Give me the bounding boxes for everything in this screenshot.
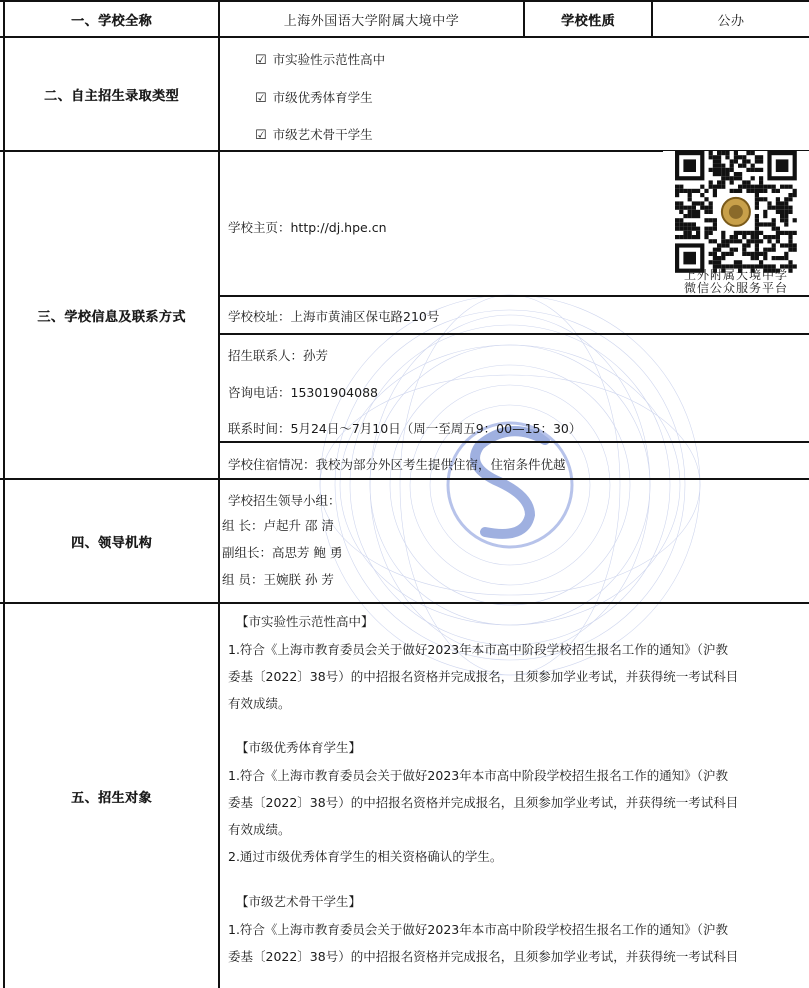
school-nature-value: 公办 xyxy=(717,13,745,29)
qr-code xyxy=(663,151,809,295)
paragraph-line: 有效成绩。 xyxy=(228,822,291,837)
checkbox-checked-icon: ☑ xyxy=(255,128,267,143)
leadership-members: 组 员：王婉朕 孙 芳 xyxy=(222,572,334,587)
checkbox-checked-icon: ☑ xyxy=(255,53,267,68)
paragraph-line: 1.符合《上海市教育委员会关于做好2023年本市高中阶段学校招生报名工作的通知》（沪教 xyxy=(228,922,728,937)
paragraph-line: 委基〔2022〕38号）的中招报名资格并完成报名，且须参加学业考试，并获得统一考试科目 xyxy=(228,795,739,810)
row-label-leadership: 四、领导机构 xyxy=(70,535,152,551)
row-label-admission-type: 二、自主招生录取类型 xyxy=(43,88,179,104)
leadership-group-title: 学校招生领导小组： xyxy=(228,493,341,508)
phone-text: 咨询电话：15301904088 xyxy=(228,385,378,400)
row-label-school-name: 一、学校全称 xyxy=(70,13,152,29)
qr-code-icon xyxy=(663,151,809,273)
school-name-value: 上海外国语大学附属大境中学 xyxy=(283,13,460,29)
lodging-text: 学校住宿情况：我校为部分外区考生提供住宿，住宿条件优越 xyxy=(228,457,566,472)
section-title: 【市实验性示范性高中】 xyxy=(236,614,374,629)
contact-hours-text: 联系时间：5月24日～7月10日（周一至周五9：00—15：30） xyxy=(228,421,582,436)
admission-type-item: ☑ 市级优秀体育学生 xyxy=(255,90,373,106)
leadership-vice-leader: 副组长：高思芳 鲍 勇 xyxy=(222,545,343,560)
homepage-text: 学校主页：http://dj.hpe.cn xyxy=(228,220,387,235)
section-title: 【市级艺术骨干学生】 xyxy=(236,894,362,909)
checkbox-checked-icon: ☑ xyxy=(255,91,267,106)
paragraph-line: 有效成绩。 xyxy=(228,696,291,711)
address-text: 学校校址：上海市黄浦区保屯路210号 xyxy=(228,309,440,324)
paragraph-line: 1.符合《上海市教育委员会关于做好2023年本市高中阶段学校招生报名工作的通知》（沪教 xyxy=(228,642,728,657)
paragraph-line: 2.通过市级优秀体育学生的相关资格确认的学生。 xyxy=(228,849,503,864)
admission-type-item: ☑ 市级艺术骨干学生 xyxy=(255,127,373,143)
contact-person-text: 招生联系人：孙芳 xyxy=(228,348,329,363)
qr-caption: 上外附属大境中学 微信公众服务平台 xyxy=(683,268,788,295)
admission-type-item: ☑ 市实验性示范性高中 xyxy=(255,52,386,68)
leadership-leader: 组 长：卢起升 邵 清 xyxy=(222,518,334,533)
row-label-contact-info: 三、学校信息及联系方式 xyxy=(37,309,186,325)
paragraph-line: 委基〔2022〕38号）的中招报名资格并完成报名，且须参加学业考试，并获得统一考试科目 xyxy=(228,669,739,684)
paragraph-line: 委基〔2022〕38号）的中招报名资格并完成报名，且须参加学业考试，并获得统一考试科目 xyxy=(228,949,739,964)
school-nature-label: 学校性质 xyxy=(560,13,615,29)
paragraph-line: 1.符合《上海市教育委员会关于做好2023年本市高中阶段学校招生报名工作的通知》（沪教 xyxy=(228,768,728,783)
row-label-admission-target: 五、招生对象 xyxy=(70,790,152,806)
section-title: 【市级优秀体育学生】 xyxy=(236,740,362,755)
